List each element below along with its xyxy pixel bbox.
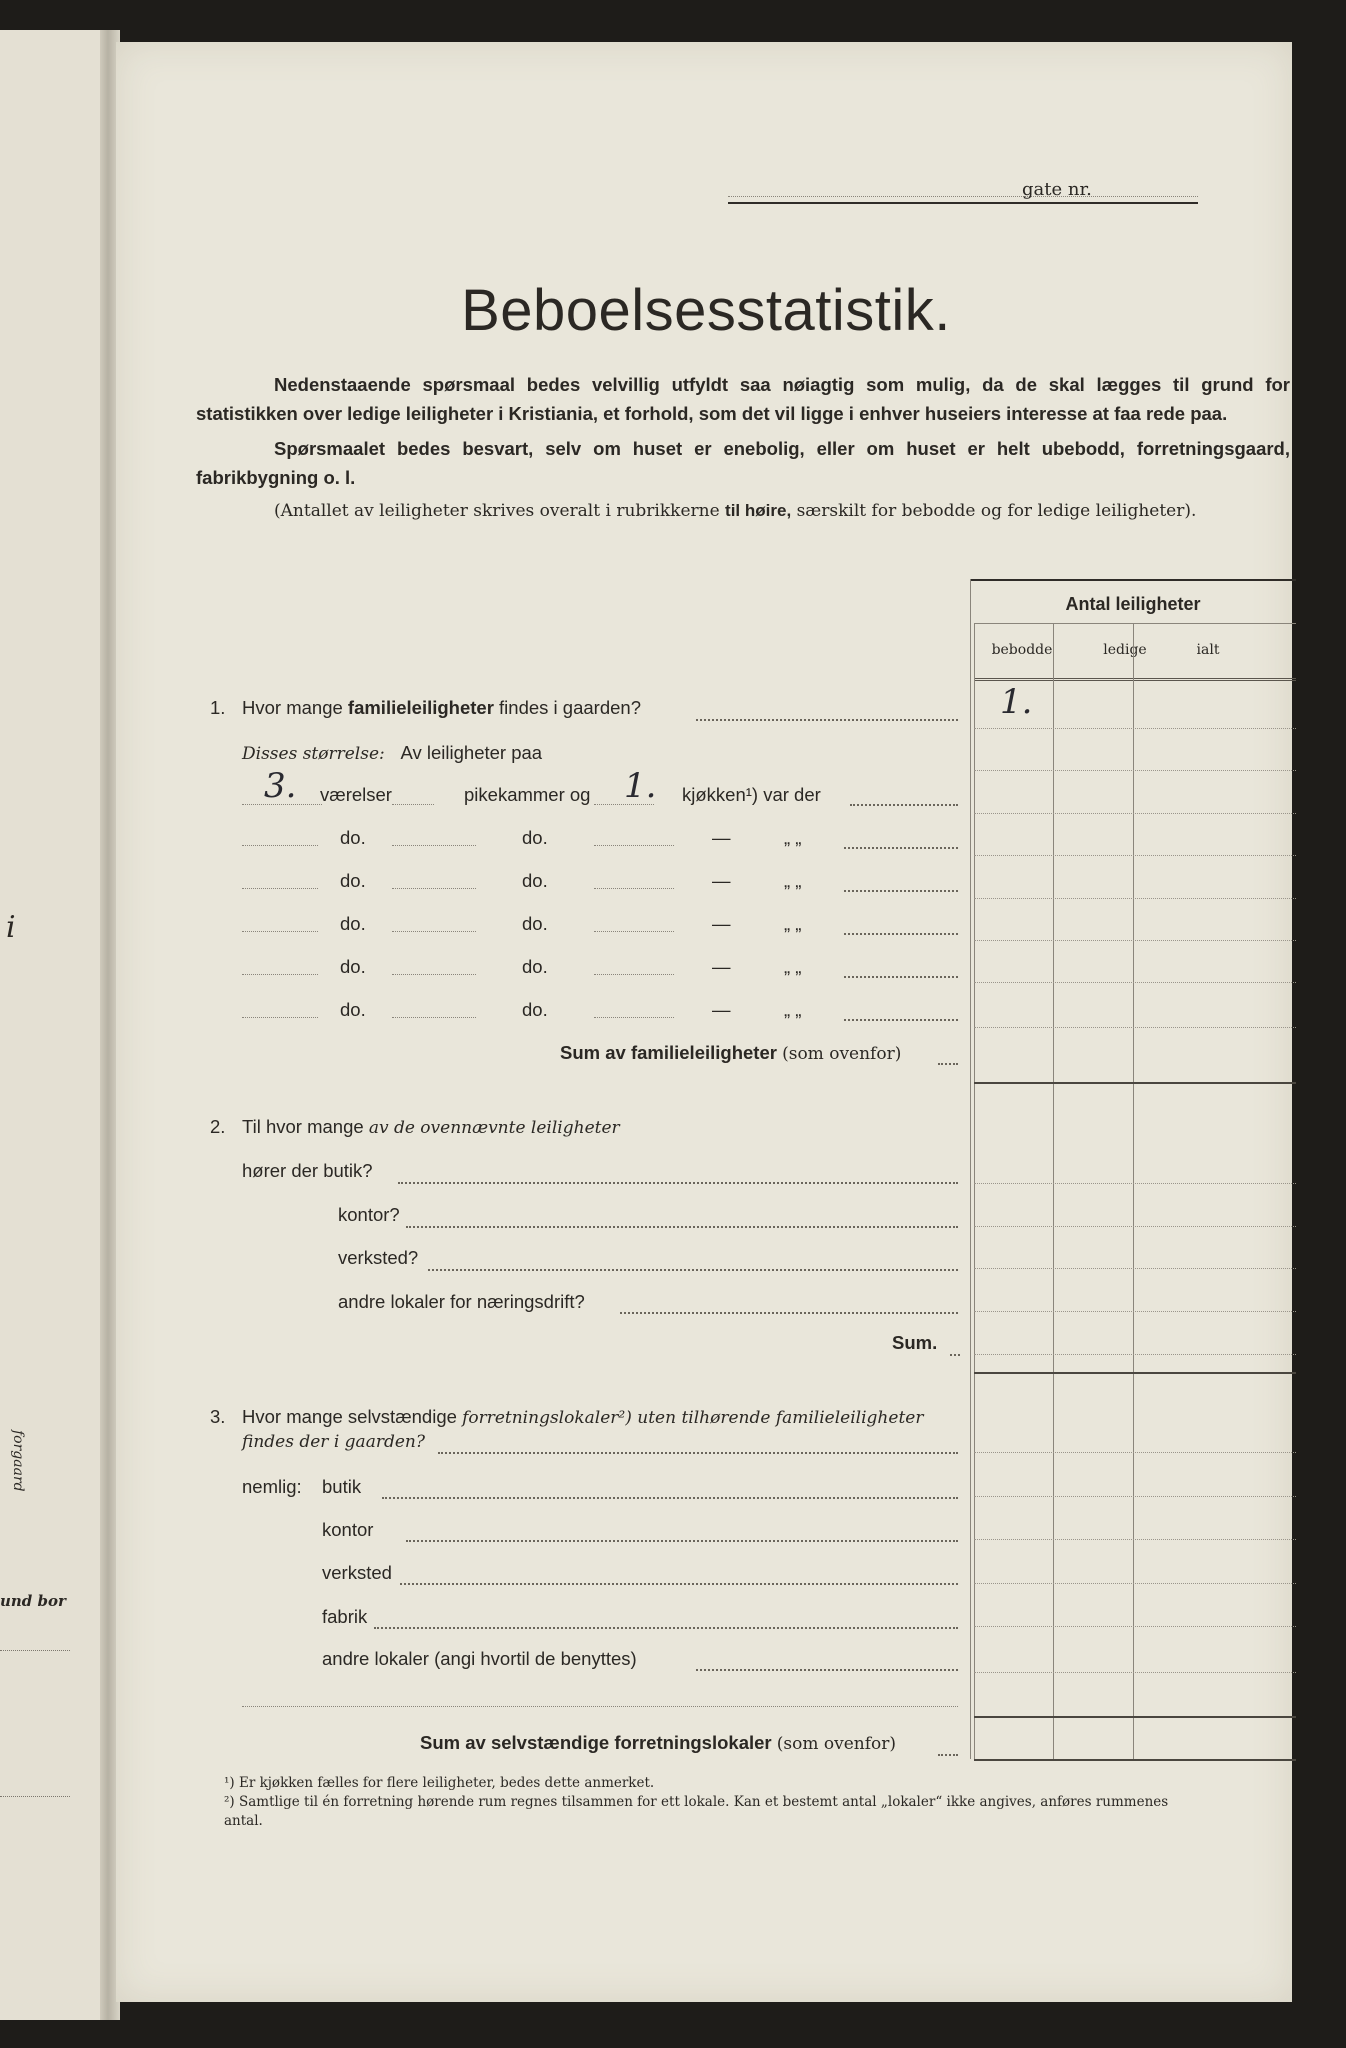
intro-text xyxy=(196,370,1290,530)
do-label: do. xyxy=(522,827,548,848)
leader-dots xyxy=(398,1182,958,1184)
ditto-marks: „ „ xyxy=(784,956,802,977)
table-row-rule xyxy=(974,813,1296,814)
do-label: do. xyxy=(340,870,366,891)
do-fill-line xyxy=(242,868,318,889)
do-label: do. xyxy=(522,870,548,891)
do-fill-line xyxy=(594,911,674,932)
table-top-rule xyxy=(970,579,1296,581)
do-fill-line xyxy=(392,954,476,975)
do-fill-line xyxy=(392,997,476,1018)
table-row-rule xyxy=(974,770,1296,771)
table-row-rule xyxy=(974,898,1296,899)
table-row-rule xyxy=(974,1539,1296,1540)
leader-dots xyxy=(696,1669,958,1671)
question-2-text-a: Til hvor mange xyxy=(242,1116,364,1137)
q1-sum-rest: (som ovenfor) xyxy=(782,1044,902,1064)
sizes-line xyxy=(242,742,542,764)
q3-sum-rest: (som ovenfor) xyxy=(776,1734,896,1754)
dash: — xyxy=(712,870,731,891)
table-title: Antal leiligheter xyxy=(1065,594,1201,614)
table-row-rule xyxy=(974,1672,1296,1673)
table-header-double-rule xyxy=(974,678,1296,681)
q1-sum-bold: Sum av familieleiligheter xyxy=(560,1042,777,1063)
column-header-bebodde: bebodde xyxy=(991,642,1053,658)
leader-dots xyxy=(406,1540,958,1542)
leader-dots xyxy=(400,1583,958,1585)
footnote-2: ²) Samtlige til én forretning hørende rum regnes tilsammen for ett lokale. Kan et bestemt antal „lokaler“ ikke angives, anføres rummenes antal. xyxy=(224,1794,1169,1829)
leader-dots xyxy=(938,1754,958,1756)
leader-dots xyxy=(620,1312,958,1314)
leader-dots xyxy=(950,1354,960,1356)
footnote-1: ¹) Er kjøkken fælles for flere leiligheter, bedes dette anmerket. xyxy=(224,1775,655,1791)
do-label: do. xyxy=(522,913,548,934)
rooms-handwritten: 3. xyxy=(264,766,297,806)
leader-dots xyxy=(374,1627,958,1629)
do-fill-line xyxy=(392,825,476,846)
q2-kontor-label: kontor? xyxy=(338,1204,400,1225)
kitchen-label: kjøkken¹) var der xyxy=(682,784,821,805)
intro-note-part-c: særskilt for bebodde og for ledige leiligheter). xyxy=(796,501,1197,521)
do-label: do. xyxy=(340,827,366,848)
leader-dots xyxy=(844,890,958,892)
question-1-number: 1. xyxy=(210,697,226,718)
table-row-rule xyxy=(974,1268,1296,1269)
q1-sum-line xyxy=(560,1042,901,1064)
question-1-text xyxy=(242,697,641,719)
left-page-forgaard: forgaard xyxy=(10,1430,26,1492)
dash: — xyxy=(712,827,731,848)
question-2-text xyxy=(242,1116,620,1138)
q2-butik-label: hører der butik? xyxy=(242,1160,373,1181)
leader-dots xyxy=(696,719,958,721)
leader-dots xyxy=(438,1452,958,1454)
intro-paragraph-3 xyxy=(196,498,1290,524)
q3-fabrik-label: fabrik xyxy=(322,1606,368,1627)
pikekammer-label: pikekammer og xyxy=(464,784,591,805)
do-fill-line xyxy=(594,997,674,1018)
question-3-number: 3. xyxy=(210,1406,226,1427)
leader-dots xyxy=(382,1497,958,1499)
table-row-rule xyxy=(974,1027,1296,1028)
table-row-rule xyxy=(974,1183,1296,1184)
kitchen-handwritten: 1. xyxy=(624,766,657,806)
question-3-text-italic: forretningslokaler²) uten tilhørende familieleiligheter xyxy=(462,1408,924,1428)
q3-butik-label: butik xyxy=(322,1476,362,1497)
table-row-rule xyxy=(974,728,1296,729)
question-1-text-a: Hvor mange xyxy=(242,697,343,718)
q3-answer-fill-line xyxy=(242,1686,958,1707)
do-label: do. xyxy=(522,956,548,977)
table-left-border-inner xyxy=(974,623,975,1759)
leader-dots xyxy=(406,1226,958,1228)
q3-nemlig-label: nemlig: xyxy=(242,1476,302,1497)
table-row-rule xyxy=(974,1226,1296,1227)
left-page-rule xyxy=(0,1796,70,1797)
left-page-fragment xyxy=(0,30,112,2020)
q2-andre-label: andre lokaler for næringsdrift? xyxy=(338,1291,585,1312)
gate-number-line xyxy=(728,172,1198,204)
do-fill-line xyxy=(242,911,318,932)
do-label: do. xyxy=(522,999,548,1020)
do-fill-line xyxy=(392,868,476,889)
table-left-border xyxy=(970,579,971,1759)
table-row-rule xyxy=(974,940,1296,941)
table-header-rule xyxy=(974,623,1296,624)
rooms-label: værelser xyxy=(320,784,392,805)
do-label: do. xyxy=(340,956,366,977)
q2-verksted-label: verksted? xyxy=(338,1247,419,1268)
table-row-rule xyxy=(974,1496,1296,1497)
q3-sum-bold: Sum av selvstændige forretningslokaler xyxy=(420,1732,772,1753)
column-header-ledige: ledige xyxy=(1103,642,1147,658)
intro-note-part-a: (Antallet av leiligheter skrives overalt i rubrikkerne xyxy=(274,501,720,521)
dash: — xyxy=(712,956,731,977)
gate-number-label: gate nr. xyxy=(1022,179,1092,200)
table-section-rule xyxy=(974,1716,1296,1718)
question-3-text-c: findes der i gaarden? xyxy=(242,1432,425,1452)
ditto-marks: „ „ xyxy=(784,913,802,934)
q3-kontor-label: kontor xyxy=(322,1519,374,1540)
do-label: do. xyxy=(340,999,366,1020)
leader-dots xyxy=(938,1063,958,1065)
do-fill-line xyxy=(392,911,476,932)
table-row-rule xyxy=(974,982,1296,983)
dash: — xyxy=(712,999,731,1020)
question-1-text-c: findes i gaarden? xyxy=(499,697,641,718)
do-fill-line xyxy=(242,825,318,846)
table-column-divider xyxy=(1053,623,1054,1759)
gate-number-dots xyxy=(728,196,1198,197)
answer-bebodde-handwritten: 1. xyxy=(1000,682,1033,722)
leader-dots xyxy=(844,976,958,978)
ditto-marks: „ „ xyxy=(784,827,802,848)
question-2-number: 2. xyxy=(210,1116,226,1137)
left-page-und-bor: und bor xyxy=(0,1592,66,1610)
q3-andre-label: andre lokaler (angi hvortil de benyttes) xyxy=(322,1648,637,1669)
do-label: do. xyxy=(340,913,366,934)
q2-sum-label: Sum. xyxy=(892,1332,938,1353)
intro-paragraph-1: Nedenstaaende spørsmaal bedes velvillig utfyldt saa nøiagtig som mulig, da de skal lægges til grund for statistikken over ledige leiligheter i Kristiania, et forhold, som det vil ligge i enhver huseiers interesse at faa rede paa. xyxy=(196,374,1290,424)
q3-verksted-label: verksted xyxy=(322,1562,392,1583)
do-fill-line xyxy=(242,997,318,1018)
leader-dots xyxy=(844,933,958,935)
do-fill-line xyxy=(594,954,674,975)
question-3-text-a: Hvor mange selvstændige xyxy=(242,1406,457,1427)
do-fill-line xyxy=(242,954,318,975)
table-section-rule xyxy=(974,1082,1296,1084)
leader-dots xyxy=(850,804,958,806)
left-page-mark: i xyxy=(6,910,16,945)
ditto-marks: „ „ xyxy=(784,870,802,891)
dash: — xyxy=(712,913,731,934)
table-row-rule xyxy=(974,1626,1296,1627)
table-column-divider xyxy=(1133,623,1134,1759)
leader-dots xyxy=(844,1019,958,1021)
table-row-rule xyxy=(974,855,1296,856)
intro-note-bold: til høire, xyxy=(725,501,792,520)
column-header-ialt: ialt xyxy=(1196,642,1220,658)
left-page-rule xyxy=(0,1650,70,1651)
question-2-text-italic: av de ovennævnte leiligheter xyxy=(368,1118,620,1138)
do-fill-line xyxy=(594,868,674,889)
ditto-marks: „ „ xyxy=(784,999,802,1020)
footnotes xyxy=(224,1774,1184,1831)
leader-dots xyxy=(428,1269,958,1271)
table-row-rule xyxy=(974,1354,1296,1355)
form-page xyxy=(116,42,1292,2002)
do-fill-line xyxy=(594,825,674,846)
page-title: Beboelsesstatistik. xyxy=(461,278,951,343)
fill-line xyxy=(392,782,434,805)
table-section-rule xyxy=(974,1372,1296,1374)
table-bottom-rule xyxy=(974,1759,1296,1761)
leader-dots xyxy=(844,847,958,849)
question-3-text xyxy=(242,1406,923,1428)
sizes-label: Disses størrelse: xyxy=(242,744,385,764)
intro-paragraph-2: Spørsmaalet bedes besvart, selv om huset er enebolig, eller om huset er helt ubebodd, forretningsgaard, fabrikbygning o. l. xyxy=(196,438,1290,488)
q3-sum-line xyxy=(420,1732,896,1754)
table-row-rule xyxy=(974,1583,1296,1584)
table-row-rule xyxy=(974,1452,1296,1453)
question-1-text-bold: familieleiligheter xyxy=(347,697,494,718)
table-row-rule xyxy=(974,1311,1296,1312)
sizes-label-rest: Av leiligheter paa xyxy=(400,742,543,763)
